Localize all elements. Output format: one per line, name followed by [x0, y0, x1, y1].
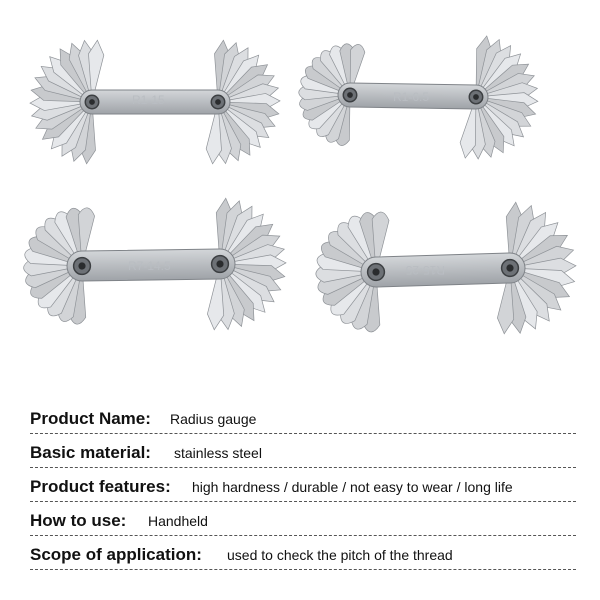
spec-value: high hardness / durable / not easy to wear / long life: [192, 479, 513, 495]
spec-value: Radius gauge: [170, 411, 257, 427]
spec-row-product-name: [30, 400, 576, 434]
spec-list: [30, 400, 576, 570]
spec-row-how-to-use: [30, 502, 576, 536]
gauge-engraving-3: R7-14.5: [128, 259, 171, 273]
gauge-engraving-4: R15-25: [405, 263, 445, 277]
spec-value: Handheld: [148, 513, 208, 529]
gauge-engraving-2: R1-6.5: [393, 90, 430, 104]
spec-label: Scope of application:: [30, 545, 202, 564]
gauge-engraving-1: R1-15: [132, 93, 165, 107]
spec-row-material: [30, 434, 576, 468]
spec-label: How to use:: [30, 511, 127, 530]
spec-label: Product Name:: [30, 409, 151, 428]
spec-label: Basic material:: [30, 443, 151, 462]
spec-row-features: [30, 468, 576, 502]
spec-value: used to check the pitch of the thread: [227, 547, 453, 563]
spec-value: stainless steel: [174, 445, 262, 461]
spec-label: Product features:: [30, 477, 171, 496]
spec-row-scope: [30, 536, 576, 570]
